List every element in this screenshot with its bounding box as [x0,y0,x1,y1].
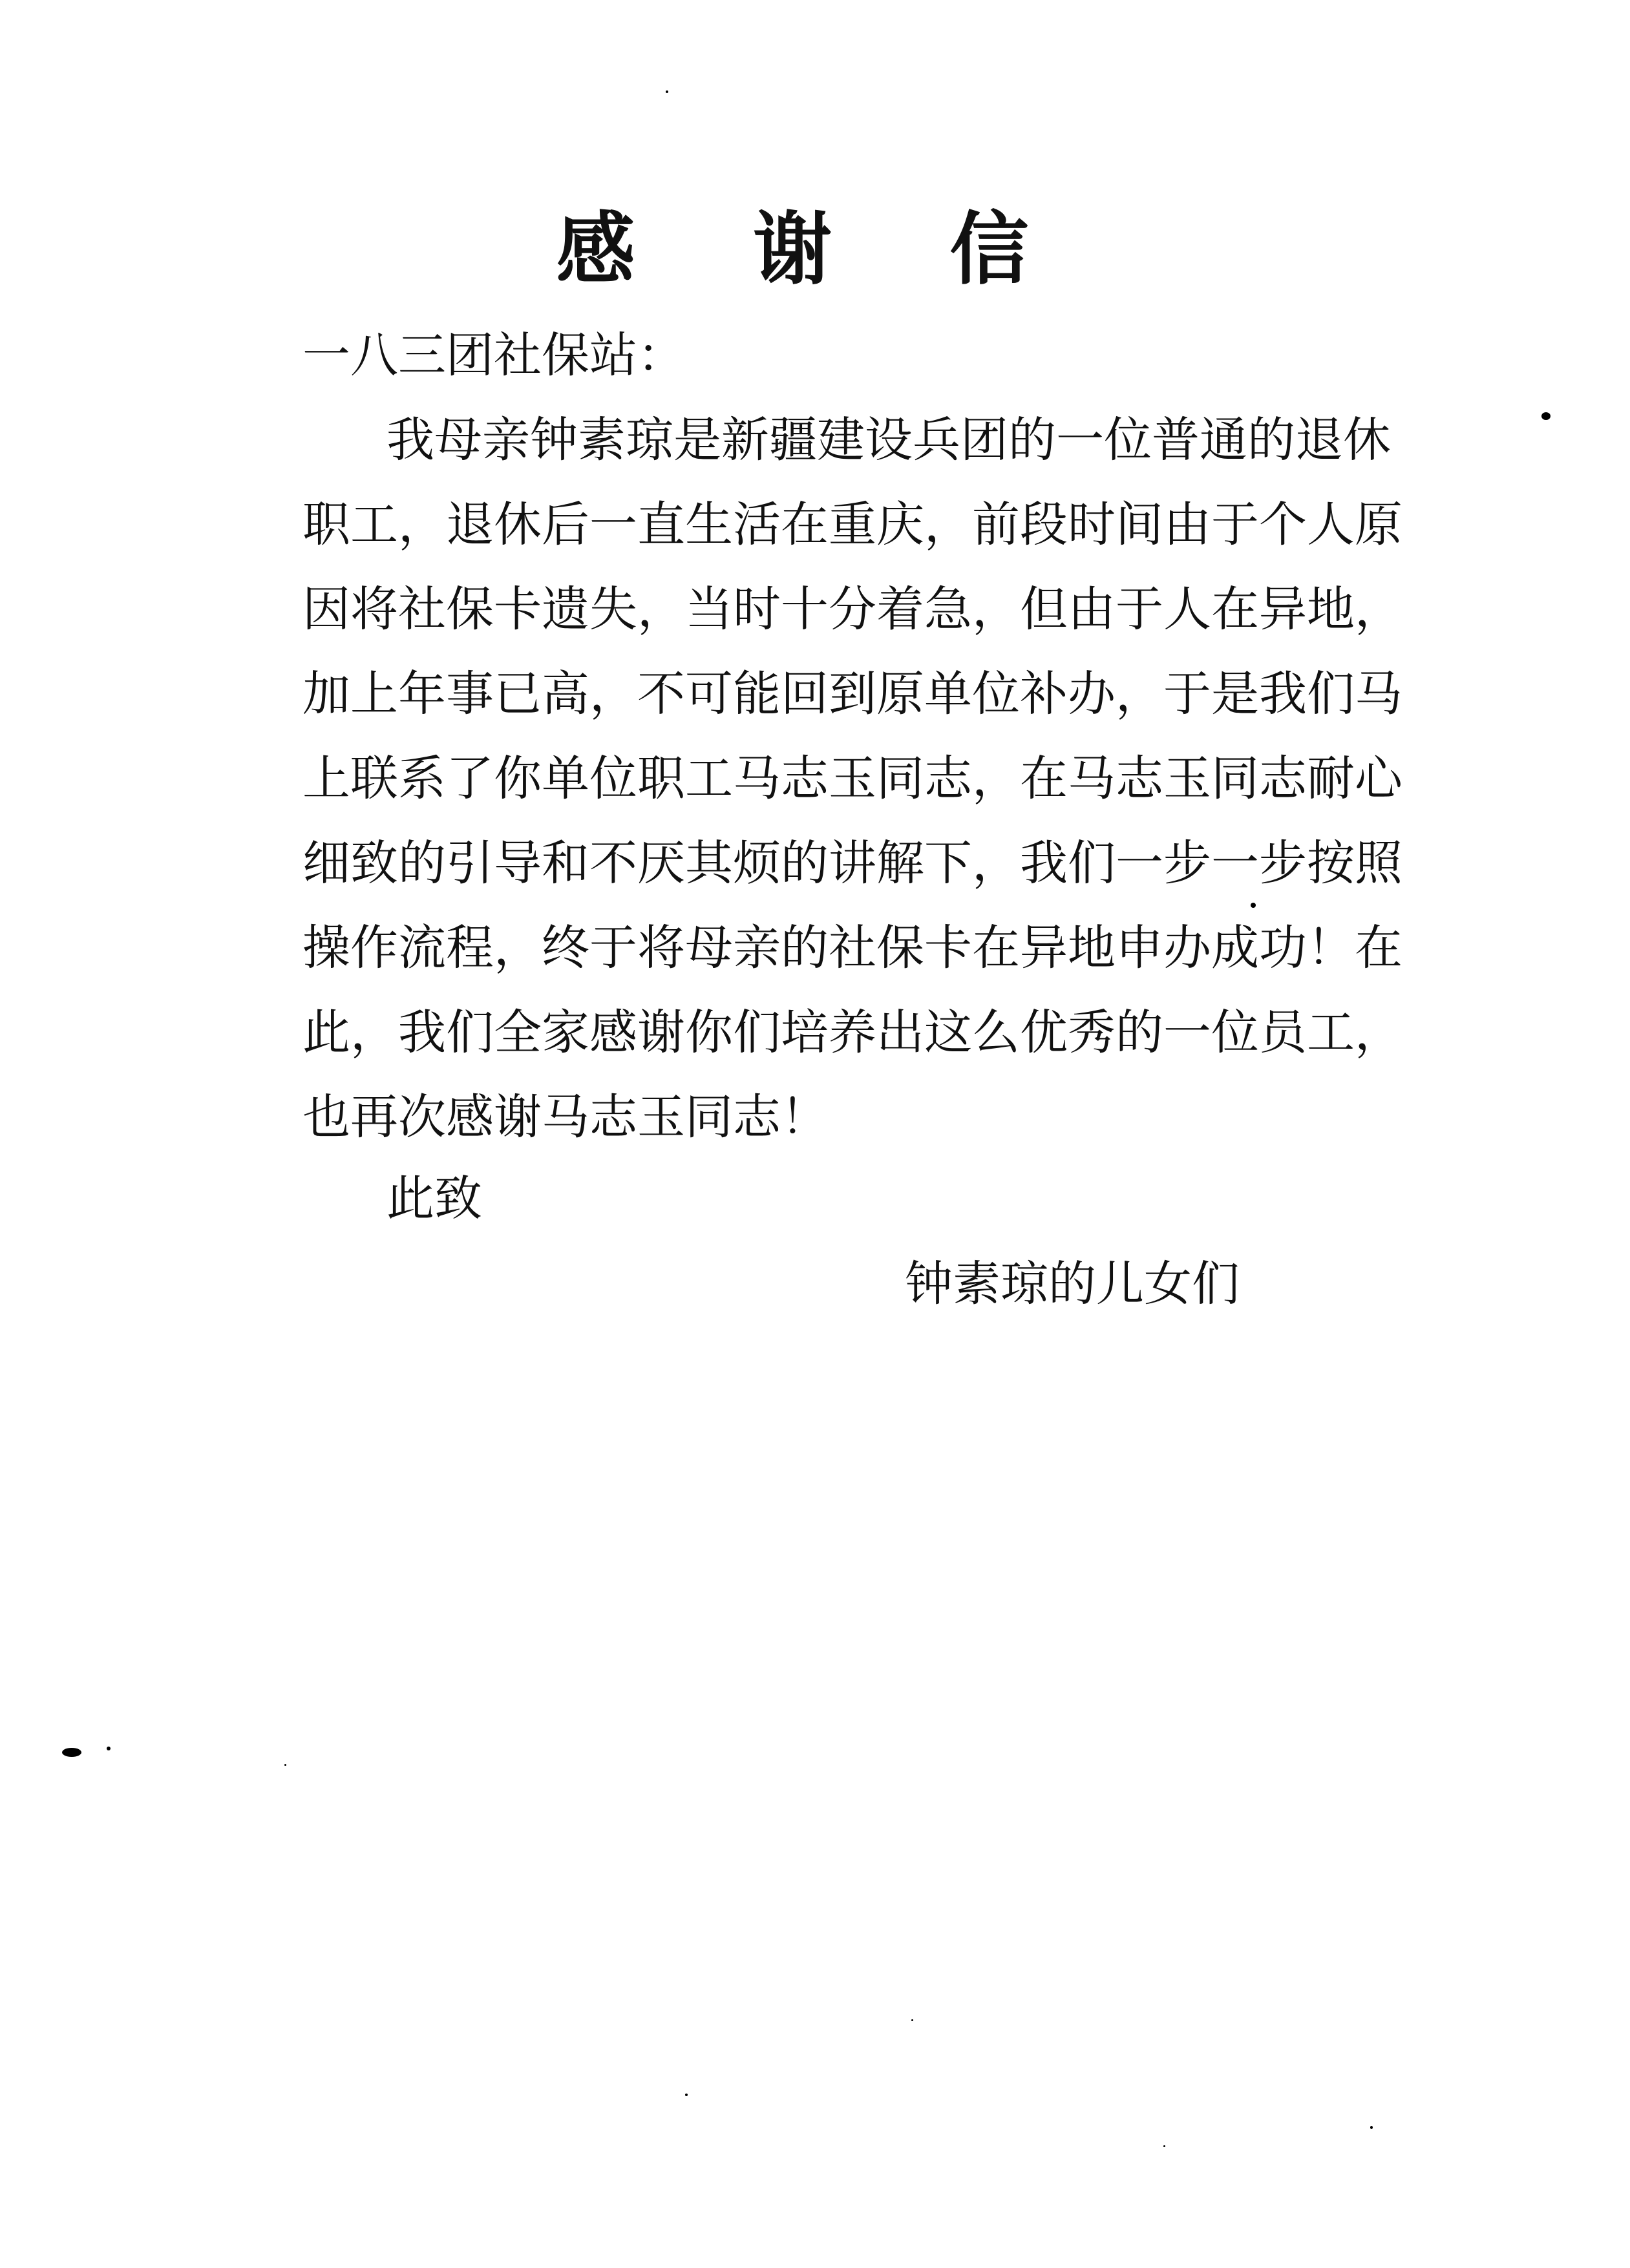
body-line: 因将社保卡遗失，当时十分着急，但由于人在异地， [302,582,1402,637]
body-line: 操作流程，终于将母亲的社保卡在异地申办成功！在 [302,920,1402,976]
scan-speck [911,2019,913,2021]
scan-speck [284,1764,286,1766]
closing: 此致 [386,1171,482,1226]
scan-speck [685,2094,688,2096]
signature: 钟素琼的儿女们 [905,1256,1240,1312]
scan-speck [107,1747,111,1750]
body-line: 我母亲钟素琼是新疆建设兵团的一位普通的退休 [386,412,1391,468]
body-line: 加上年事已高，不可能回到原单位补办，于是我们马 [302,666,1402,722]
letter-title: 感 谢 信 [556,202,1074,295]
body-line: 职工，退休后一直生活在重庆，前段时间由于个人原 [302,497,1402,552]
body-line: 细致的引导和不厌其烦的讲解下，我们一步一步按照 [302,835,1402,891]
scan-speck [62,1748,81,1757]
salutation: 一八三团社保站： [302,328,685,383]
scan-speck [1251,903,1256,908]
scan-speck [1370,2126,1373,2129]
scan-speck [1163,2145,1165,2147]
body-line: 也再次感谢马志玉同志！ [302,1089,829,1145]
body-line: 上联系了你单位职工马志玉同志，在马志玉同志耐心 [302,751,1402,806]
scan-speck [666,90,668,93]
body-line: 此，我们全家感谢你们培养出这么优秀的一位员工， [302,1005,1402,1060]
scan-speck [1541,412,1551,420]
